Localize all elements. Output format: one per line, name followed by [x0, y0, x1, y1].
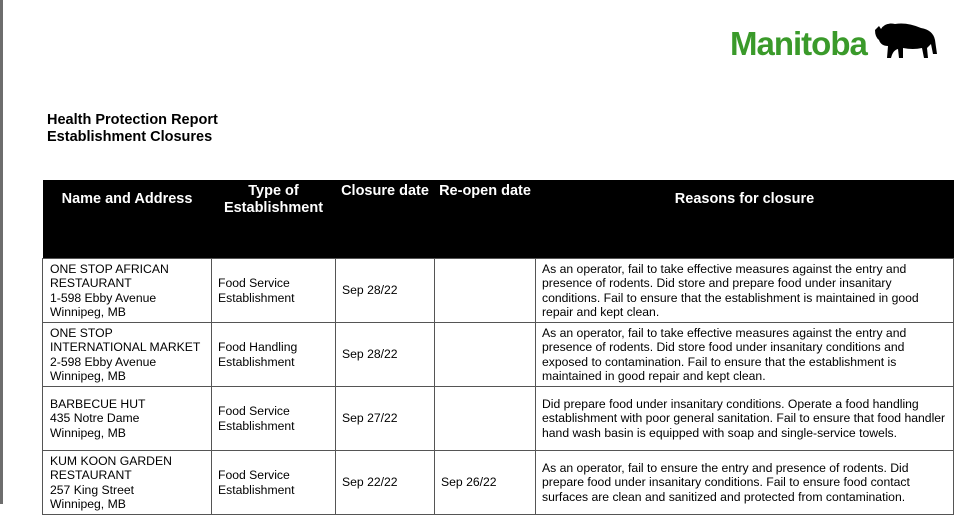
cell-type: Food Service Establishment	[212, 387, 336, 451]
cell-reopen-date	[435, 323, 536, 387]
report-title-line2: Establishment Closures	[47, 129, 213, 145]
table-row	[43, 259, 954, 323]
establishment-address: 257 King Street	[50, 482, 135, 497]
closures-table	[42, 180, 954, 515]
logo-text: Manitoba	[730, 25, 867, 62]
cell-closure-date: Sep 28/22	[336, 323, 435, 387]
cell-closure-date: Sep 22/22	[336, 451, 435, 515]
establishment-name: KUM KOON GARDEN RESTAURANT	[50, 453, 172, 483]
cell-reasons: Did prepare food under insanitary conditions. Operate a food handling establishment with poor general sanitation. Fail to ensure that food handler hand wash basin is equipped with soap and single-service towels.	[536, 387, 954, 451]
cell-name-address	[43, 387, 212, 451]
establishment-city: Winnipeg, MB	[50, 425, 126, 440]
establishment-city: Winnipeg, MB	[50, 368, 126, 383]
establishment-name: BARBECUE HUT	[50, 397, 146, 412]
header-name: Name and Address	[43, 180, 212, 259]
establishment-address: 2-598 Ebby Avenue	[50, 354, 157, 369]
report-title	[47, 112, 218, 146]
manitoba-logo	[730, 20, 939, 60]
cell-reasons: As an operator, fail to take effective measures against the entry and presence of rodents. Did store food under insanitary conditions and exposed to contamination. Fail to ensure that the establishment is maintained in good repair and kept clean.	[536, 323, 954, 387]
establishment-city: Winnipeg, MB	[50, 304, 126, 319]
cell-type: Food Service Establishment	[212, 259, 336, 323]
establishment-address: 435 Notre Dame	[50, 411, 140, 426]
header-reasons: Reasons for closure	[536, 180, 954, 259]
cell-type: Food Handling Establishment	[212, 323, 336, 387]
cell-closure-date: Sep 27/22	[336, 387, 435, 451]
cell-reasons: As an operator, fail to ensure the entry and presence of rodents. Did prepare food under insanitary conditions. Fail to ensure food contact surfaces are clean and sanitized and protected from contamination.	[536, 451, 954, 515]
cell-name-address	[43, 451, 212, 515]
cell-name-address	[43, 259, 212, 323]
header-closure: Closure date	[336, 180, 435, 259]
table-row	[43, 387, 954, 451]
table-row	[43, 451, 954, 515]
cell-reasons: As an operator, fail to take effective measures against the entry and presence of rodents. Did store and prepare food under insanitary conditions. Fail to ensure that the establishment is maintained in good repair and kept clean.	[536, 259, 954, 323]
cell-reopen-date	[435, 387, 536, 451]
cell-name-address	[43, 323, 212, 387]
table-header	[43, 180, 954, 259]
bison-icon	[873, 20, 939, 62]
establishment-city: Winnipeg, MB	[50, 496, 126, 511]
establishment-address: 1-598 Ebby Avenue	[50, 290, 157, 305]
establishment-name: ONE STOP AFRICAN RESTAURANT	[50, 261, 169, 291]
viewer-edge	[0, 0, 3, 504]
report-title-line1: Health Protection Report	[47, 112, 218, 128]
header-reopen: Re-open date	[435, 180, 536, 259]
header-type: Type of Establishment	[212, 180, 336, 259]
cell-type: Food Service Establishment	[212, 451, 336, 515]
cell-reopen-date: Sep 26/22	[435, 451, 536, 515]
cell-reopen-date	[435, 259, 536, 323]
table-row	[43, 323, 954, 387]
establishment-name: ONE STOP INTERNATIONAL MARKET	[50, 325, 201, 355]
cell-closure-date: Sep 28/22	[336, 259, 435, 323]
